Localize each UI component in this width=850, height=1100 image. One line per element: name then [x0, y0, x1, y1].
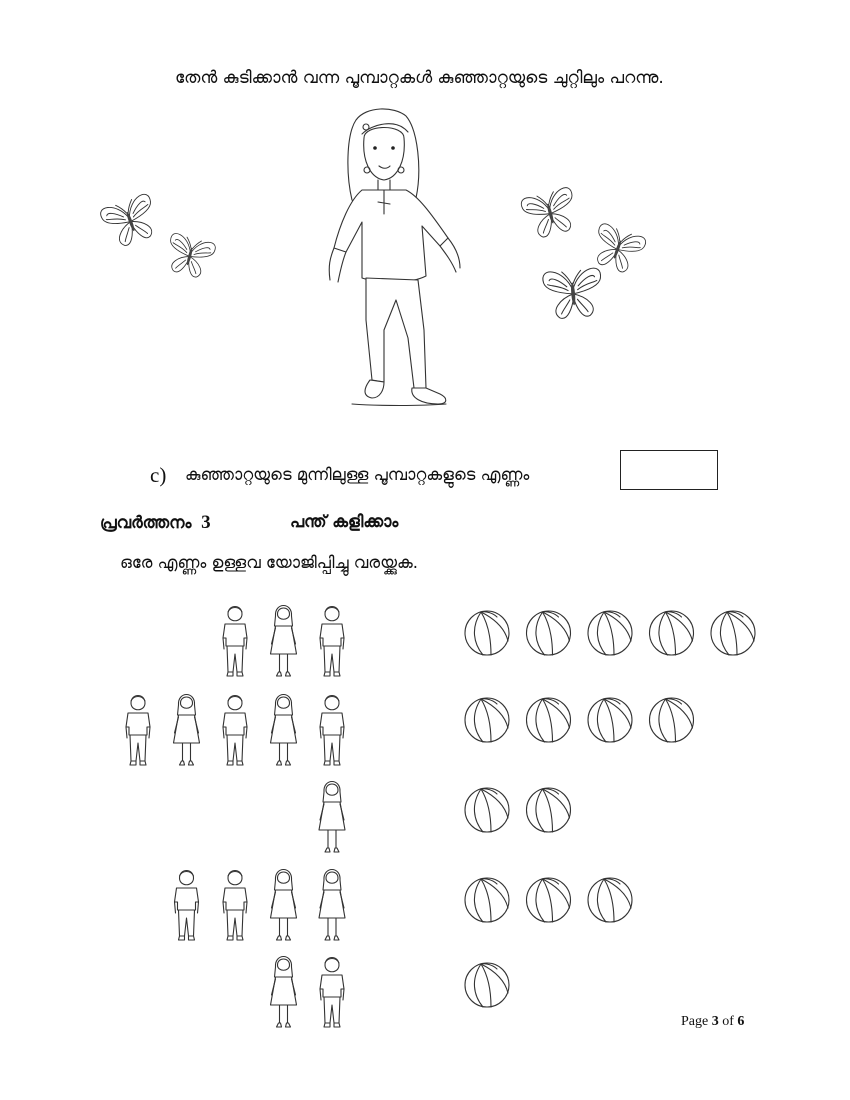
ball-icon [588, 698, 632, 742]
child-icon [319, 870, 345, 941]
ball-icon [588, 611, 632, 655]
page-prefix: Page [681, 1014, 709, 1029]
activity-heading [100, 512, 211, 534]
child-icon [320, 607, 344, 677]
ball-icon [465, 963, 509, 1007]
story-caption: തേൻ കുടിക്കാൻ വന്ന പൂമ്പാറ്റകൾ കുഞ്ഞാറ്റയുടെ ചുറ്റിലും പറന്നു. [175, 68, 664, 88]
answer-box[interactable] [620, 450, 718, 490]
ball-icon [527, 878, 571, 922]
ball-icon [465, 878, 509, 922]
page-current: 3 [711, 1014, 719, 1029]
children-groups [126, 606, 345, 1028]
ball-icon [527, 611, 571, 655]
child-icon [175, 871, 199, 941]
page-number [681, 1014, 744, 1030]
ball-icon [650, 698, 694, 742]
child-icon [174, 695, 200, 766]
child-icon [319, 782, 345, 853]
ball-icon [465, 788, 509, 832]
child-icon [320, 696, 344, 766]
child-icon [271, 606, 297, 677]
activity-label: പ്രവർത്തനം [100, 513, 192, 532]
butterfly-icon [99, 193, 162, 251]
butterfly-icon [520, 186, 581, 240]
question-c-letter: c) [150, 463, 167, 487]
child-icon [223, 871, 247, 941]
ball-icon [527, 788, 571, 832]
butterfly-icon [163, 232, 217, 280]
page-of: of [722, 1014, 734, 1029]
child-icon [271, 957, 297, 1028]
child-icon [223, 607, 247, 677]
ball-groups [465, 611, 755, 1007]
ball-icon [588, 878, 632, 922]
child-icon [126, 696, 150, 766]
ball-icon [465, 611, 509, 655]
girl-illustration [329, 109, 460, 406]
child-icon [271, 870, 297, 941]
ball-icon [711, 611, 755, 655]
child-icon [320, 958, 344, 1028]
activity-instruction: ഒരേ എണ്ണം ഉള്ളവ യോജിപ്പിച്ചു വരയ്ക്കുക. [120, 553, 418, 572]
ball-icon [650, 611, 694, 655]
child-icon [271, 695, 297, 766]
activity-number: 3 [201, 512, 211, 533]
page-total: 6 [737, 1014, 745, 1029]
ball-icon [465, 698, 509, 742]
question-c-text: കുഞ്ഞാറ്റയുടെ മുന്നിലുള്ള പൂമ്പാറ്റകളുടെ എണ്ണം [185, 465, 530, 484]
ball-icon [527, 698, 571, 742]
activity-title: പന്ത് കളിക്കാം [290, 512, 399, 531]
butterfly-icon [542, 268, 604, 320]
child-icon [223, 696, 247, 766]
